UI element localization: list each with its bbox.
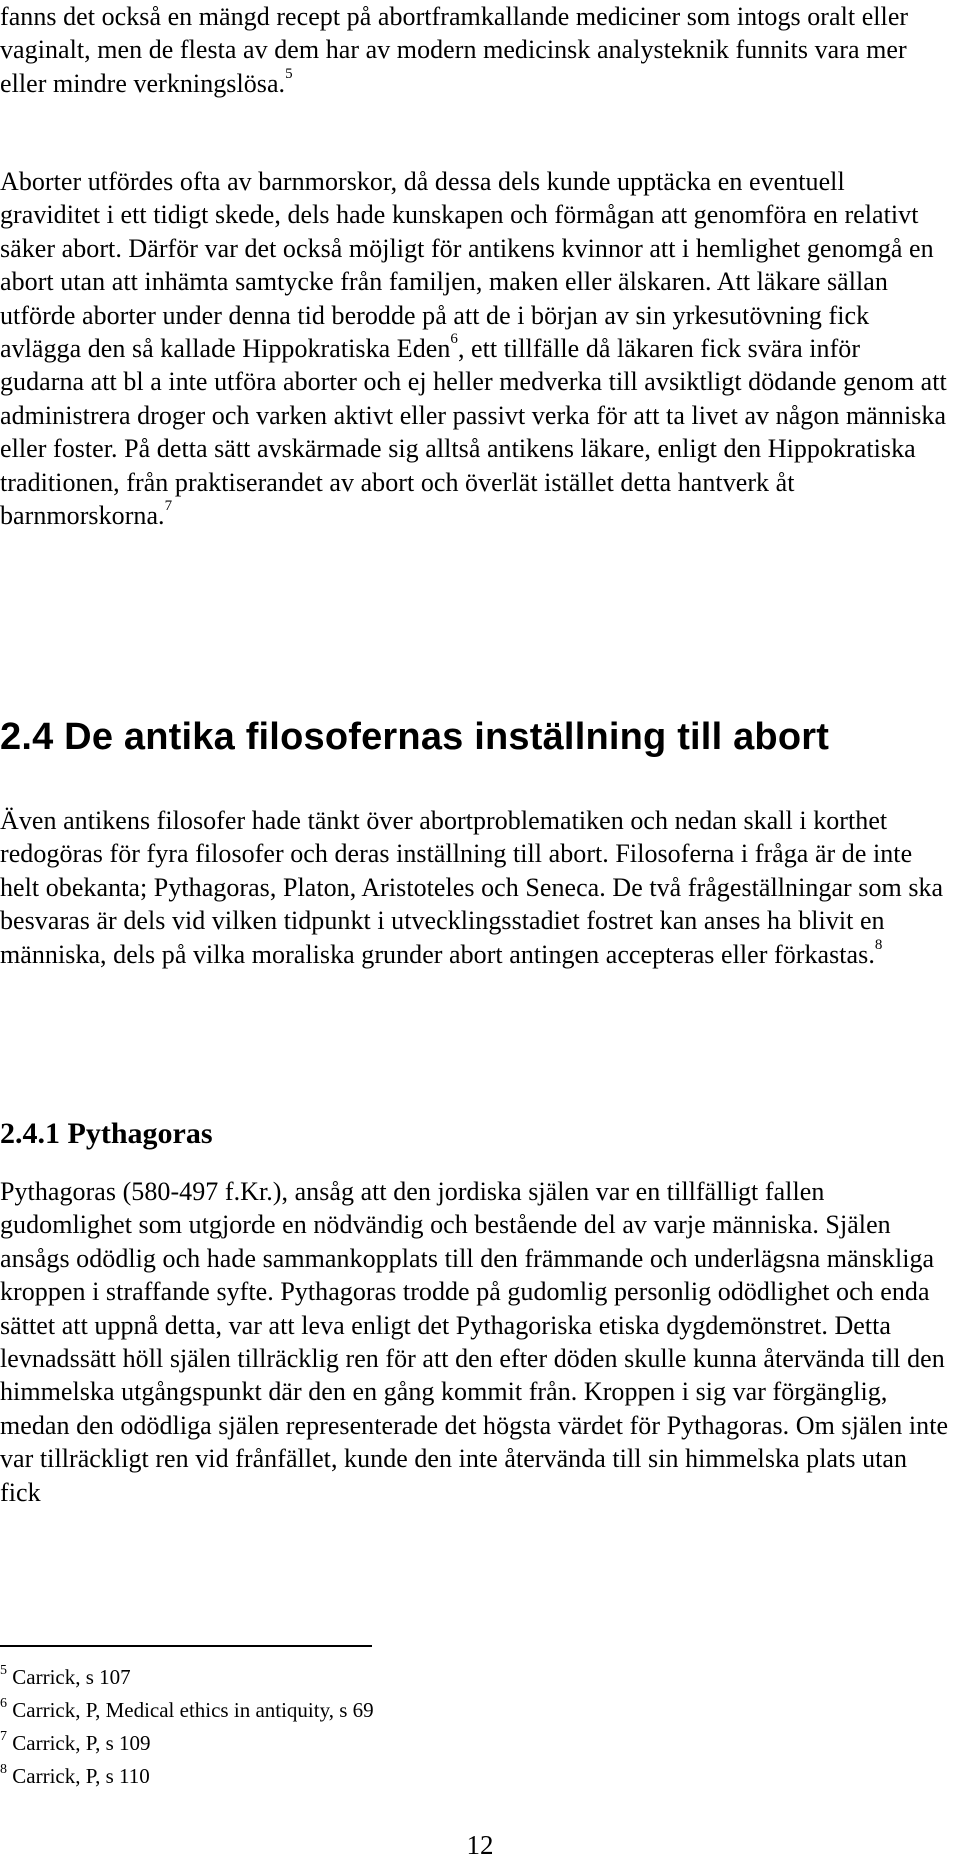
footnote-text: Carrick, P, Medical ethics in antiquity, s 69 [12, 1698, 374, 1722]
footnote-reference[interactable]: 5 [285, 66, 293, 83]
footnote-separator [0, 1645, 372, 1647]
footnote-reference[interactable]: 8 [874, 936, 883, 953]
body-paragraph [0, 165, 950, 532]
footnote-item [0, 1661, 374, 1694]
body-paragraph [0, 0, 950, 100]
body-paragraph [0, 1175, 950, 1509]
footnote-number: 7 [0, 1729, 7, 1744]
footnote-number: 6 [0, 1696, 7, 1711]
footnote-list [0, 1661, 374, 1793]
footnote-item [0, 1727, 374, 1760]
body-paragraph [0, 804, 950, 971]
footnote-text: Carrick, P, s 109 [12, 1731, 151, 1755]
subsection-heading: 2.4.1 Pythagoras [0, 1117, 213, 1150]
footnote-text: Carrick, P, s 110 [12, 1764, 150, 1788]
paragraph-text: Även antikens filosofer hade tänkt över abortproblematiken och nedan skall i korthet redogöras för fyra filosofer och deras inställning till abort. Filosoferna i fråga är de inte helt obekanta; Pythagoras, Platon, Aristoteles och Seneca. De två frågeställningar som ska besvaras är dels vid vilken tidpunkt i utvecklingsstadiet fostret kan anses ha blivit en människa, dels på vilka moraliska grunder abort antingen accepteras eller förkastas. [0, 806, 944, 969]
footnote-item [0, 1694, 374, 1727]
paragraph-text: , ett tillfälle då läkaren fick svära inför gudarna att bl a inte utföra aborter och ej heller medverka till avsiktligt dödande genom att administrera droger och varken aktivt eller passivt verka för att ta livet av någon människa eller foster. På detta sätt avskärmade sig alltså antikens läkare, enligt den Hippokratiska traditionen, från praktiserandet av abort och överlät istället detta hantverk åt barnmorskorna. [0, 334, 947, 531]
footnote-number: 8 [0, 1762, 7, 1777]
footnote-text: Carrick, s 107 [12, 1665, 131, 1689]
footnote-number: 5 [0, 1663, 7, 1678]
footnote-reference[interactable]: 7 [164, 498, 173, 515]
paragraph-text: fanns det också en mängd recept på abortframkallande mediciner som intogs oralt eller vaginalt, men de flesta av dem har av modern medicinsk analysteknik funnits vara mer eller mindre verkningslösa. [0, 2, 909, 98]
paragraph-text: Aborter utfördes ofta av barnmorskor, då dessa dels kunde upptäcka en eventuell graviditet i ett tidigt skede, dels hade kunskapen och förmågan att genomföra en relativt säker abort. Därför var det också möjligt för antikens kvinnor att i hemlighet genomgå en abort utan att inhämta samtycke från familjen, maken eller älskaren. Att läkare sällan utförde aborter under denna tid berodde på att de i början av sin yrkesutövning fick avlägga den så kallade Hippokratiska Eden [0, 167, 934, 364]
page-number: 12 [466, 1830, 494, 1860]
paragraph-text: Pythagoras (580-497 f.Kr.), ansåg att den jordiska själen var en tillfälligt fallen gudomlighet som utgjorde en nödvändig och bestående del av varje människa. Själen ansågs odödlig och hade sammankopplats till den främmande och underlägsna mänskliga kroppen i straffande syfte. Pythagoras trodde på gudomlig personlig odödlighet och enda sättet att uppnå detta, var att leva enligt det Pythagoriska etiska dygdemönstret. Detta levnadssätt höll själen tillräcklig ren för att den efter döden skulle kunna återvända till den himmelska utgångspunkt där den en gång kommit från. Kroppen i sig var förgänglig, medan den odödliga själen representerade det högsta värdet för Pythagoras. Om själen inte var tillräckligt ren vid frånfället, kunde den inte återvända till sin himmelska plats utan fick [0, 1177, 949, 1507]
footnote-reference[interactable]: 6 [450, 331, 458, 348]
section-heading: 2.4 De antika filosofernas inställning till abort [0, 716, 830, 758]
footnote-item [0, 1760, 374, 1793]
